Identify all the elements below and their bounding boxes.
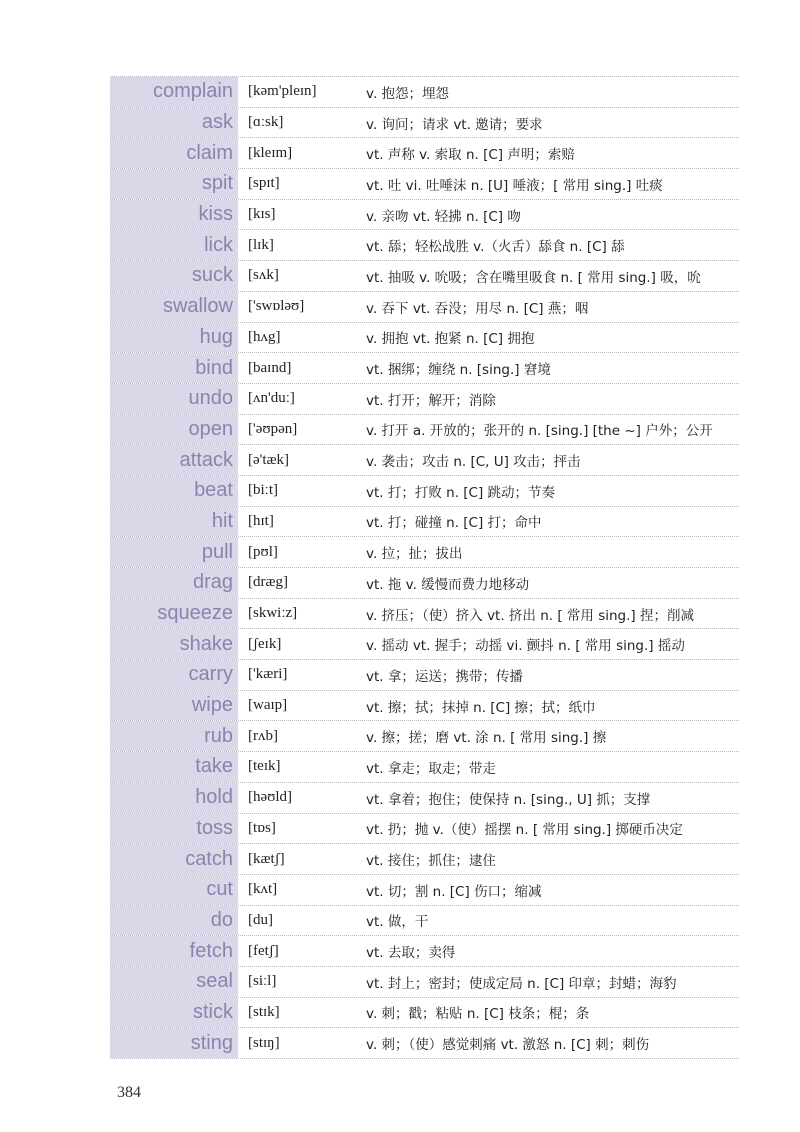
phonetic: [hʌg] — [248, 328, 281, 345]
headword: sting — [110, 1028, 240, 1058]
definition: v. 拉；扯；拔出 — [366, 546, 463, 563]
headword: spit — [110, 169, 240, 199]
phonetic: [ʌn'duː] — [248, 390, 295, 407]
table-row — [110, 138, 739, 169]
definition: vt. 打；打败 n. [C] 跳动；节奏 — [366, 484, 556, 501]
table-row — [110, 875, 739, 906]
phonetic: [ɑːsk] — [248, 114, 284, 131]
table-row — [110, 629, 739, 660]
table-row — [110, 445, 739, 476]
phonetic: [fetʃ] — [248, 942, 279, 959]
table-row — [110, 967, 739, 998]
table-row — [110, 537, 739, 568]
headword: beat — [110, 476, 240, 506]
definition: v. 袭击；攻击 n. [C, U] 攻击；抨击 — [366, 454, 581, 471]
headword: squeeze — [110, 599, 240, 629]
table-row — [110, 200, 739, 231]
phonetic: [skwiːz] — [248, 605, 298, 622]
phonetic: ['swɒləʊ] — [248, 298, 305, 315]
headword: complain — [110, 77, 240, 107]
definition: vt. 抽吸 v. 吮吸；含在嘴里吸食 n. [ 常用 sing.] 吸，吮 — [366, 269, 701, 286]
definition: vt. 切；割 n. [C] 伤口；缩减 — [366, 883, 542, 900]
table-row — [110, 568, 739, 599]
phonetic: ['kæri] — [248, 666, 288, 683]
phonetic: [stɪŋ] — [248, 1034, 280, 1051]
headword: rub — [110, 721, 240, 751]
headword: suck — [110, 261, 240, 291]
vocabulary-table — [110, 76, 739, 1059]
table-row — [110, 998, 739, 1029]
headword: pull — [110, 537, 240, 567]
definition: vt. 声称 v. 索取 n. [C] 声明；索赔 — [366, 147, 575, 164]
table-row — [110, 599, 739, 630]
phonetic: [kleɪm] — [248, 144, 293, 161]
definition: v. 拥抱 vt. 抱紧 n. [C] 拥抱 — [366, 331, 535, 348]
definition: v. 刺；戳；粘贴 n. [C] 枝条；棍；条 — [366, 1006, 590, 1023]
definition: v. 挤压；（使）挤入 vt. 挤出 n. [ 常用 sing.] 捏；削减 — [366, 607, 694, 624]
table-row — [110, 108, 739, 139]
phonetic: [ə'tæk] — [248, 451, 290, 468]
headword: attack — [110, 445, 240, 475]
definition: vt. 拿着；抱住；使保持 n. [sing., U] 抓；支撑 — [366, 791, 651, 808]
headword: bind — [110, 353, 240, 383]
phonetic: ['əʊpən] — [248, 420, 298, 437]
headword: hit — [110, 507, 240, 537]
headword: stick — [110, 998, 240, 1028]
headword: catch — [110, 844, 240, 874]
headword: drag — [110, 568, 240, 598]
table-row — [110, 292, 739, 323]
definition: v. 擦；搓；磨 vt. 涂 n. [ 常用 sing.] 擦 — [366, 730, 607, 747]
headword: take — [110, 752, 240, 782]
table-row — [110, 415, 739, 446]
phonetic: [kætʃ] — [248, 850, 285, 867]
headword: hug — [110, 323, 240, 353]
definition: v. 刺；（使）感觉刺痛 vt. 激怒 n. [C] 刺；刺伤 — [366, 1037, 650, 1054]
definition: v. 亲吻 vt. 轻拂 n. [C] 吻 — [366, 208, 521, 225]
table-row — [110, 507, 739, 538]
definition: vt. 接住；抓住；逮住 — [366, 853, 496, 870]
table-row — [110, 844, 739, 875]
phonetic: [rʌb] — [248, 727, 278, 744]
definition: v. 吞下 vt. 吞没；用尽 n. [C] 燕；咽 — [366, 300, 589, 317]
headword: ask — [110, 108, 240, 138]
phonetic: [waɪp] — [248, 697, 288, 714]
phonetic: [pʊl] — [248, 543, 278, 560]
headword: toss — [110, 814, 240, 844]
definition: vt. 打开；解开；消除 — [366, 392, 496, 409]
table-row — [110, 323, 739, 354]
phonetic: [lɪk] — [248, 236, 274, 253]
phonetic: [stɪk] — [248, 1003, 280, 1020]
table-row — [110, 752, 739, 783]
headword: kiss — [110, 200, 240, 230]
definition: vt. 擦；拭；抹掉 n. [C] 擦；拭；纸巾 — [366, 699, 596, 716]
table-row — [110, 936, 739, 967]
definition: vt. 舔；轻松战胜 v.（火舌）舔食 n. [C] 舔 — [366, 239, 625, 256]
definition: v. 询问；请求 vt. 邀请；要求 — [366, 116, 543, 133]
definition: vt. 扔；抛 v.（使）摇摆 n. [ 常用 sing.] 掷硬币决定 — [366, 822, 683, 839]
table-row — [110, 721, 739, 752]
headword: carry — [110, 660, 240, 690]
definition: vt. 封上；密封；使成定局 n. [C] 印章；封蜡；海豹 — [366, 975, 677, 992]
table-row — [110, 353, 739, 384]
table-row — [110, 906, 739, 937]
definition: vt. 拿走；取走；带走 — [366, 760, 496, 777]
headword: lick — [110, 230, 240, 260]
phonetic: [kɪs] — [248, 206, 276, 223]
definition: vt. 吐 vi. 吐唾沫 n. [U] 唾液；[ 常用 sing.] 吐痰 — [366, 177, 663, 194]
phonetic: [kəm'pleɪn] — [248, 83, 317, 100]
definition: vt. 去取；卖得 — [366, 945, 456, 962]
headword: do — [110, 906, 240, 936]
definition: vt. 打；碰撞 n. [C] 打；命中 — [366, 515, 542, 532]
table-row — [110, 76, 739, 108]
table-row — [110, 1028, 739, 1059]
headword: undo — [110, 384, 240, 414]
definition: vt. 捆绑；缠绕 n. [sing.] 窘境 — [366, 362, 551, 379]
table-row — [110, 660, 739, 691]
headword: wipe — [110, 691, 240, 721]
table-row — [110, 691, 739, 722]
phonetic: [spɪt] — [248, 175, 280, 192]
definition: v. 摇动 vt. 握手；动摇 vi. 颤抖 n. [ 常用 sing.] 摇动 — [366, 638, 685, 655]
table-row — [110, 476, 739, 507]
table-row — [110, 814, 739, 845]
headword: open — [110, 415, 240, 445]
definition: v. 打开 a. 开放的；张开的 n. [sing.] [the ~] 户外；公开 — [366, 423, 713, 440]
headword: claim — [110, 138, 240, 168]
definition: vt. 拖 v. 缓慢而费力地移动 — [366, 576, 530, 593]
table-row — [110, 384, 739, 415]
headword: shake — [110, 629, 240, 659]
phonetic: [baɪnd] — [248, 359, 292, 376]
page-number: 384 — [117, 1084, 141, 1101]
phonetic: [həʊld] — [248, 789, 293, 806]
table-row — [110, 261, 739, 292]
definition: vt. 做，干 — [366, 914, 429, 931]
phonetic: [siːl] — [248, 973, 277, 990]
headword: fetch — [110, 936, 240, 966]
phonetic: [kʌt] — [248, 881, 278, 898]
phonetic: [ʃeɪk] — [248, 635, 282, 652]
phonetic: [tɒs] — [248, 819, 276, 836]
phonetic: [biːt] — [248, 482, 278, 499]
headword: seal — [110, 967, 240, 997]
phonetic: [sʌk] — [248, 267, 279, 284]
definition: vt. 拿；运送；携带；传播 — [366, 668, 523, 685]
definition: v. 抱怨；埋怨 — [366, 85, 450, 102]
phonetic: [du] — [248, 911, 273, 928]
headword: cut — [110, 875, 240, 905]
headword: swallow — [110, 292, 240, 322]
table-row — [110, 169, 739, 200]
phonetic: [dræg] — [248, 574, 288, 591]
table-row — [110, 783, 739, 814]
headword: hold — [110, 783, 240, 813]
phonetic: [teɪk] — [248, 758, 281, 775]
table-row — [110, 230, 739, 261]
phonetic: [hɪt] — [248, 512, 274, 529]
